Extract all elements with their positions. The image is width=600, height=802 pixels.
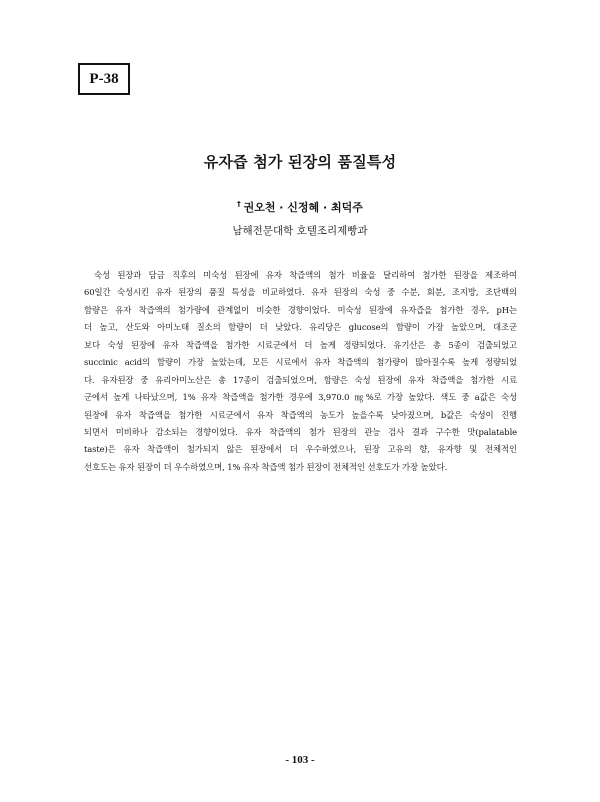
abstract-body [84, 267, 517, 476]
abstract-line: succinic acid의 함량이 가장 높았는데, 모든 시료에서 유자 착즙액의 첨가량이 많아질수록 높게 정량되었 [84, 357, 517, 368]
author-names: 권오천 · 신정혜 · 최덕주 [243, 201, 363, 214]
abstract-line: 다. 유자된장 중 유리아미노산은 총 17종이 검출되었으며, 함량은 숙성 된장에 유자 착즙액을 첨가한 시료 [84, 374, 517, 385]
poster-code: P-38 [89, 70, 119, 87]
abstract-line: 보다 숙성 된장에 유자 착즙액을 첨가한 시료군에서 더 높게 정량되었다. 유기산은 총 5종이 검출되었고 [84, 339, 517, 350]
affiliation: 남해전문대학 호텔조리제빵과 [232, 225, 368, 237]
abstract-line: 함량은 유자 착즙액의 첨가량에 관계없이 비슷한 경향이었다. 미숙성 된장에 유자즙을 첨가한 경우, pH는 [84, 304, 517, 315]
author-line [0, 199, 600, 215]
abstract-line: 60일간 숙성시킨 유자 된장의 품질 특성을 비교하였다. 유자 된장의 숙성 중 수분, 회분, 조지방, 조단백의 [84, 287, 517, 298]
abstract-line: 더 높고, 산도와 아미노태 질소의 함량이 더 낮았다. 유리당은 glucose의 함량이 가장 높았으며, 대조군 [84, 322, 517, 333]
abstract-line: 되면서 미비하나 감소되는 경향이었다. 유자 착즙액의 첨가 된장의 관능 검사 결과 구수한 맛(palatable [84, 426, 517, 437]
abstract-line: 된장에 유자 착즙액을 첨가한 시료군에서 유자 착즙액의 농도가 높을수록 낮아졌으며, b값은 숙성이 진행 [84, 409, 517, 420]
abstract-line: 선호도는 유자 된장이 더 우수하였으며, 1% 유자 착즙액 첨가 된장이 전체적인 선호도가 가장 높았다. [84, 461, 448, 472]
abstract-line: 군에서 높게 나타났으며, 1% 유자 착즙액을 첨가한 경우에 3,970.0 ㎎%로 가장 높았다. 색도 중 a값은 숙성 [84, 392, 517, 403]
paper-title: 유자즙 첨가 된장의 품질특성 [203, 153, 397, 171]
abstract-line: taste)은 유자 착즙액이 첨가되지 않은 된장에서 더 우수하였으나, 된장 고유의 향, 유자향 및 전체적인 [84, 444, 517, 455]
abstract-line: 숙성 된장과 담금 직후의 미숙성 된장에 유자 착즙액의 첨가 비율을 달리하여 첨가한 된장을 제조하여 [94, 270, 517, 280]
page-number: - 103 - [285, 754, 315, 766]
corresponding-mark: † [237, 200, 241, 208]
poster-code-box [78, 63, 130, 95]
